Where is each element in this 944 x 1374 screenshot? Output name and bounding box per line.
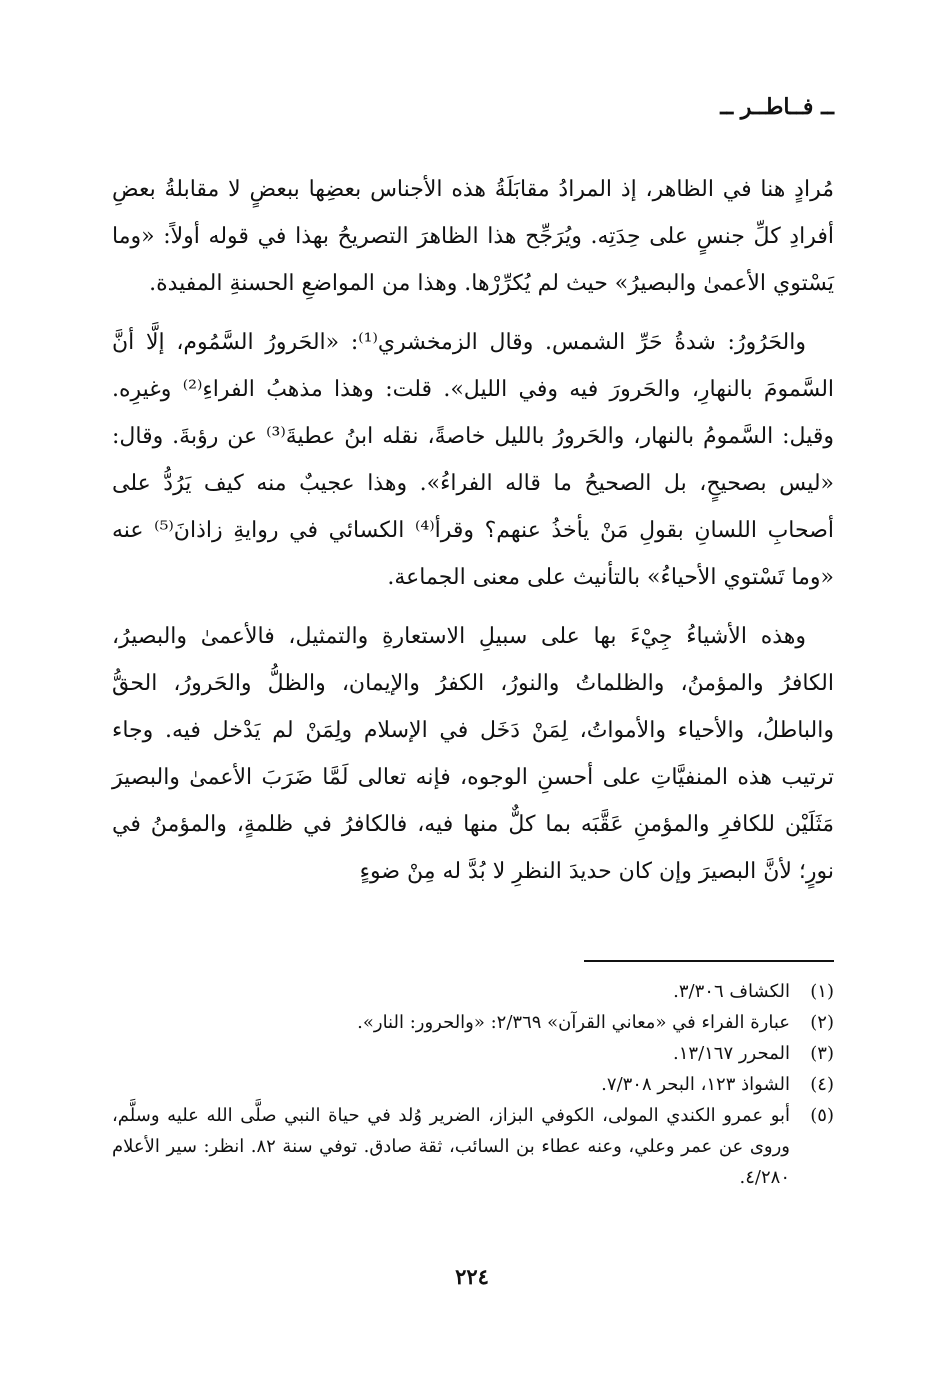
paragraph-3: وهذه الأشياءُ جِيْءَ بها على سبيلِ الاستعارةِ والتمثيل، فالأعمىٰ والبصيرُ، الكافرُ والمؤمنُ، والظلماتُ والنورُ، الكفرُ والإيمان، والظلُّ والحَرورُ، الحقُّ والباطلُ، والأحياء والأمواتُ، لِمَنْ دَخَل في الإسلام ولِمَنْ لم يَدْخل فيه. وجاء ترتيب هذه المنفيَّاتِ على أحسنِ الوجوه، فإنه تعالى لَمَّا ضَرَبَ الأعمىٰ والبصيرَ مَثَلَيْن للكافرِ والمؤمنِ عَقَّبَه بما كلٌّ منها فيه، فالكافرُ في ظلمةٍ، والمؤمنُ في نورٍ؛ لأنَّ البصيرَ وإن كان حديدَ النظرِ لا بُدَّ له مِنْ ضوءٍ [112,624,834,884]
main-text [112,166,834,907]
paragraph-1: مُرادٍ هنا في الظاهر، إذ المرادُ مقابَلَةُ هذه الأجناس بعضِها ببعضٍ لا مقابلةُ بعضِ أفرادِ كلِّ جنسٍ على حِدَتِه. ويُرَجِّح هذا الظاهرَ التصريحُ بهذا في قوله أولاً: «وما يَسْتوي الأعمىٰ والبصيرُ» حيث لم يُكرِّرْها. وهذا من المواضعِ الحسنةِ المفيدة. [112,177,834,296]
footnote-text: عبارة الفراء في «معاني القرآن» ٢/٣٦٩: «والحرور: النار». [357,1012,790,1033]
footnote-text: أبو عمرو الكندي المولى، الكوفي البزاز، الضرير وُلد في حياة النبي صلَّى الله عليه وسلَّم، وروى عن عمر وعلي، وعنه عطاء بن السائب، ثقة صادق. توفي سنة ٨٢. انظر: سير الأعلام ٤/٢٨٠. [112,1105,790,1188]
footnote-3 [112,1038,834,1069]
page-number: ٢٢٤ [455,1264,489,1289]
footnote-number: (٤) [810,1074,834,1095]
footnote-1 [112,976,834,1007]
footnote-5 [112,1100,834,1193]
footnote-2 [112,1007,834,1038]
footnote-number: (١) [810,981,834,1002]
footnote-text: المحرر ١٣/١٦٧. [673,1043,790,1064]
footnote-number: (٢) [810,1012,834,1033]
footnote-divider [584,960,834,962]
running-header: ــ فــاطــر ــ [720,94,834,120]
footnote-number: (٥) [810,1105,834,1126]
paragraph-2: والحَرُورُ: شدةُ حَرِّ الشمس. وقال الزمخشري⁽¹⁾: «الحَرورُ السَّمُوم، إلَّا أنَّ السَّمومَ بالنهارِ، والحَرورَ فيه وفي الليل». قلت: وهذا مذهبُ الفراءِ⁽²⁾ وغيرِه. وقيل: السَّمومُ بالنهار، والحَرورُ بالليل خاصةً، نقله ابنُ عطيةَ⁽³⁾ عن رؤبةَ. وقال: «ليس بصحيحٍ، بل الصحيحُ ما قاله الفراءُ». وهذا عجيبٌ منه كيف يَرُدُّ على أصحابِ اللسانِ بقولِ مَنْ يأخذُ عنهم؟ وقرأ⁽⁴⁾ الكسائي في روايةِ زاذانَ⁽⁵⁾ عنه «وما تَسْتوي الأحياءُ» بالتأنيث على معنى الجماعة. [112,330,835,590]
footnote-4 [112,1069,834,1100]
footnote-text: الكشاف ٣/٣٠٦. [673,981,790,1002]
footnote-text: الشواذ ١٢٣، البحر ٧/٣٠٨. [601,1074,790,1095]
footnotes [112,976,834,1193]
footnote-number: (٣) [810,1043,834,1064]
